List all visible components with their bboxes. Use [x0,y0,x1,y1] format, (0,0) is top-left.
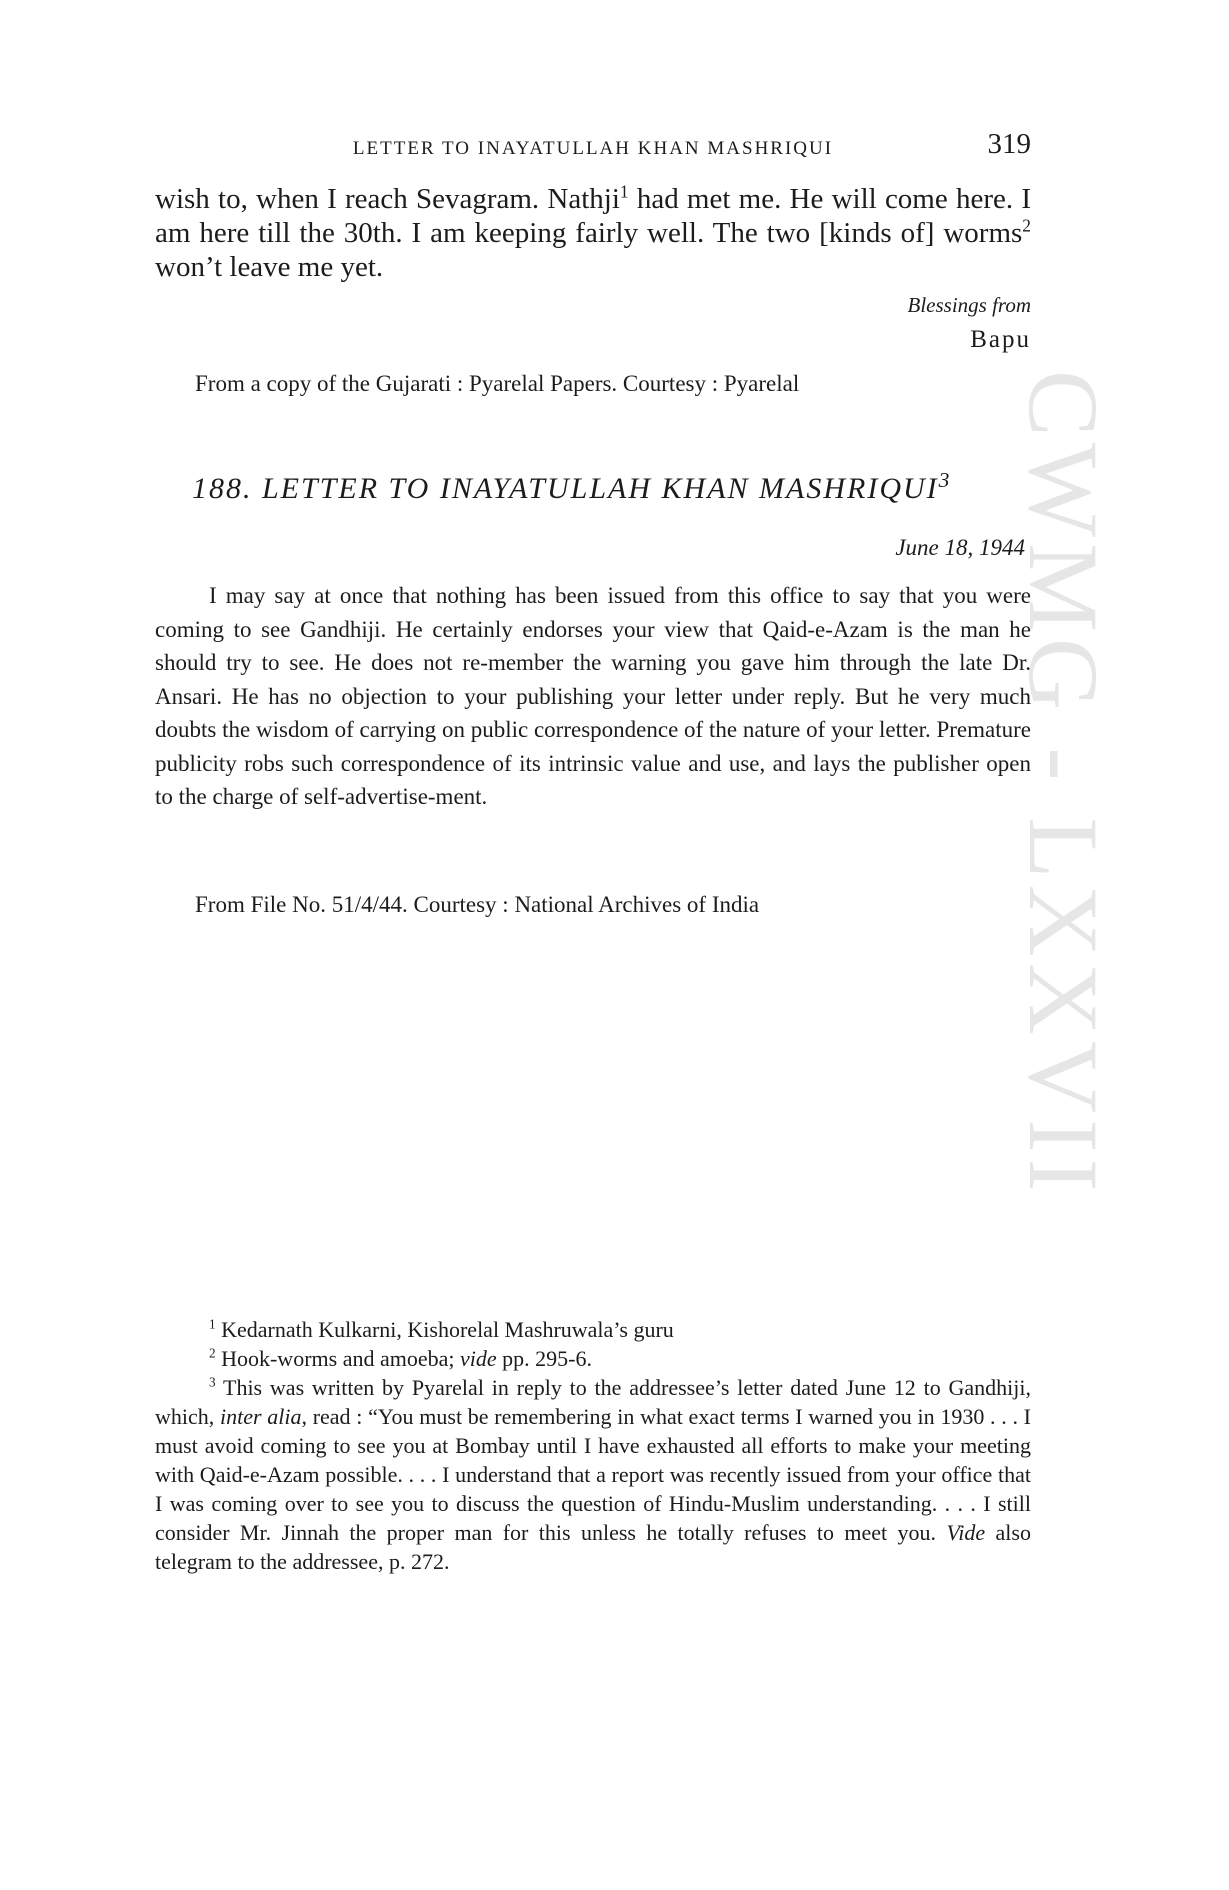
letter-date: June 18, 1944 [895,535,1025,560]
footnote-number: 3 [209,1374,216,1390]
closing-line: Blessings from [907,293,1031,317]
running-head: LETTER TO INAYATULLAH KHAN MASHRIQUI [352,138,834,159]
footnote-italic: vide [459,1346,497,1371]
letter-title-text: 188. LETTER TO INAYATULLAH KHAN MASHRIQUI [192,472,939,505]
footnote-text: This was written by Pyarelal in reply to the addressee’s letter dated June 12 to Gandhiji, which, [155,1375,1031,1429]
source-note: From a copy of the Gujarati : Pyarelal Papers. Courtesy : Pyarelal [195,371,800,396]
previous-letter-paragraph [155,182,1031,284]
footnote-text: Kedarnath Kulkarni, Kishorelal Mashruwala’s guru [221,1317,674,1342]
note-ref: 1 [619,181,629,202]
footnote-number: 2 [209,1345,216,1361]
previous-letter-ending [155,182,1031,284]
footnote-italic: Vide [946,1520,986,1545]
footnotes [155,1315,1031,1576]
prev-part: wish to, when I reach Sevagram. Nathji [155,183,620,215]
letter-title [192,468,952,506]
footnote-number: 1 [209,1316,216,1332]
signature: Bapu [970,326,1031,353]
footnote-1 [155,1315,1031,1344]
prev-part: had met me. He will come here. I am here till the 30th. I am keeping fairly well. The two [kinds of] worms [155,183,1032,249]
footnote-text: pp. 295-6. [496,1346,592,1371]
prev-part: won’t leave me yet. [155,251,384,283]
watermark-text: CWMG - LXXVII [1008,370,1119,1198]
letter-source: From File No. 51/4/44. Courtesy : National Archives of India [195,892,760,917]
footnote-text: also telegram to the addressee, p. 272. [155,1520,1031,1574]
note-ref: 2 [1022,215,1031,236]
letter-paragraph: I may say at once that nothing has been issued from this office to say that you were coming to see Gandhiji. He certainly endorses your view that Qaid-e-Azam is the man he should try to see. He does not re-member the warning you gave him through the late Dr. Ansari. He has no objection to your publishing your letter under reply. But he very much doubts the wisdom of carrying on public correspondence of the nature of your letter. Premature publicity robs such correspondence of its intrinsic value and use, and lays the publisher open to the charge of self-advertise-ment. [155,583,1031,809]
footnote-2 [155,1344,1031,1373]
footnote-italic: inter alia [219,1404,302,1429]
footnote-text: Hook-worms and amoeba; [221,1346,460,1371]
title-note-ref: 3 [938,468,952,492]
letter-body [155,579,1031,814]
page-number: 319 [987,128,1031,160]
footnote-3 [155,1373,1031,1576]
closing [908,293,1031,354]
page-header [155,128,1031,168]
footnote-text: , read : “You must be remembering in what exact terms I warned you in 1930 . . . I must avoid coming to see you at Bombay until I have exhausted all efforts to make your meeting with Qaid-e-Azam possible. . . . I understand that a report was recently issued from your office that I was coming over to see you to discuss the question of Hindu-Muslim understanding. . . . I still consider Mr. Jinnah the proper man for this unless he totally refuses to meet you. [155,1404,1032,1545]
